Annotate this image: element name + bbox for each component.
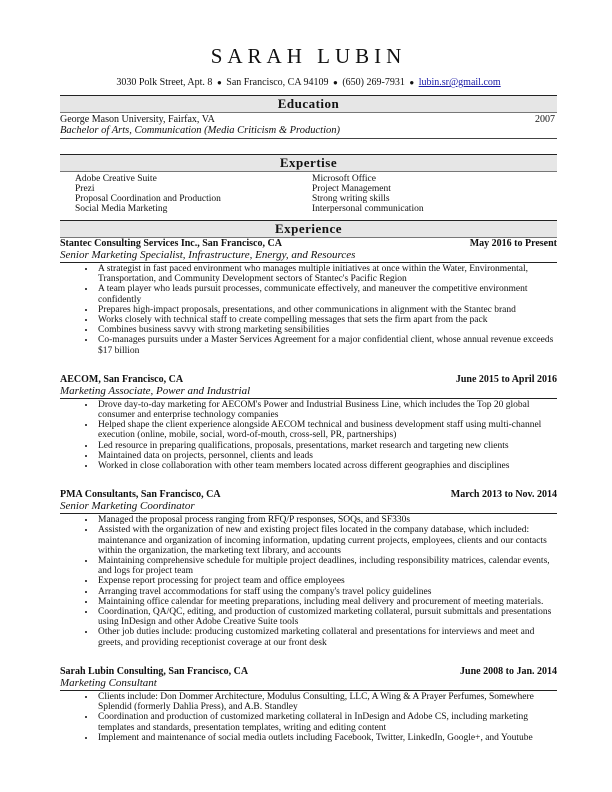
skill-item: Microsoft Office: [312, 174, 376, 184]
job-dates: May 2016 to Present: [469, 238, 557, 249]
duty-item: • Coordination, QA/QC, editing, and production of customized marketing collateral, pursuit submittals and presentations using InDesign and other Adobe Creative Suite tools: [96, 607, 557, 627]
job-duties: [60, 692, 557, 743]
duty-item: • Assisted with the organization of new and existing project files located in the company database, which included: maintenance and organization of incoming information, updating current projects, employees, clients and our contacts within the organization, the marketing text library, and accounts: [96, 525, 557, 556]
company: AECOM, San Francisco, CA: [60, 373, 184, 385]
job-entry: [60, 666, 557, 743]
duty-item: • Expense report processing for project team and office employees: [96, 576, 557, 586]
company: Sarah Lubin Consulting, San Francisco, CA: [60, 665, 249, 677]
job-duties: [60, 400, 557, 471]
job-dates: June 2015 to April 2016: [455, 373, 557, 385]
experience-heading: Experience: [60, 220, 557, 238]
contact-line: [60, 76, 557, 90]
job-title: Marketing Consultant: [60, 678, 557, 691]
duty-item: • A strategist in fast paced environment who manages multiple initiatives at once within the Water, Environmental, Transportation, and Community Development sectors of Stantec's Pacific Region: [96, 264, 557, 284]
duty-item: • A team player who leads pursuit processes, communicate effectively, and maneuver the competitive environment confidently: [96, 284, 557, 304]
skill-item: Interpersonal communication: [312, 204, 424, 214]
duty-item: • Prepares high-impact proposals, presentations, and other communications in alignment with the Stantec brand: [96, 305, 557, 315]
degree: Bachelor of Arts, Communication (Media Criticism & Production): [60, 125, 557, 139]
duty-item: • Combines business savvy with strong marketing sensibilities: [96, 325, 557, 335]
job-dates: June 2008 to Jan. 2014: [460, 665, 557, 677]
company: Stantec Consulting Services Inc., San Francisco, CA: [60, 238, 282, 249]
duty-item: • Maintaining comprehensive schedule for multiple project deadlines, including responsibility matrices, calendar events, and logs for project team: [96, 556, 557, 576]
bullet-separator: ●: [409, 78, 415, 87]
job-title: Senior Marketing Specialist, Infrastructure, Energy, and Resources: [60, 250, 557, 263]
skill-item: Project Management: [312, 184, 391, 194]
graduation-year: 2007: [535, 114, 555, 125]
skills-column-right: [312, 174, 549, 214]
duty-item: • Drove day-to-day marketing for AECOM's Power and Industrial Business Line, which includes the Top 20 global consumer and enterprise technology companies: [96, 400, 557, 420]
duty-item: • Maintaining office calendar for meeting preparations, including meal delivery and procurement of meeting materials.: [96, 597, 557, 607]
job-duties: [60, 264, 557, 356]
skill-item: Social Media Marketing: [75, 204, 168, 214]
bullet-separator: ●: [333, 78, 338, 87]
job-entry: [60, 489, 557, 648]
job-title: Marketing Associate, Power and Industrial: [60, 386, 557, 399]
education-heading: Education: [60, 95, 557, 113]
job-entry: [60, 374, 557, 471]
duty-item: • Managed the proposal process ranging from RFQ/P responses, SOQs, and SF330s: [96, 515, 557, 525]
bullet-separator: ●: [216, 78, 222, 87]
duty-item: • Worked in close collaboration with other team members located across different geographies and disciplines: [96, 461, 557, 471]
school: George Mason University, Fairfax, VA: [60, 114, 215, 125]
candidate-name: SARAH LUBIN: [210, 44, 407, 68]
skill-item: Prezi: [75, 184, 95, 194]
skill-item: Adobe Creative Suite: [75, 174, 157, 184]
duty-item: • Led resource in preparing qualifications, proposals, presentations, market research and targeting new clients: [96, 441, 557, 451]
duty-item: • Arranging travel accommodations for staff using the company's travel policy guidelines: [96, 587, 557, 597]
job-entry: [60, 238, 557, 356]
job-dates: March 2013 to Nov. 2014: [450, 489, 557, 501]
job-title: Senior Marketing Coordinator: [60, 501, 557, 514]
email-link[interactable]: lubin.sr@gmail.com: [418, 77, 501, 88]
company: PMA Consultants, San Francisco, CA: [60, 489, 221, 501]
duty-item: • Co-manages pursuits under a Master Services Agreement for a major confidential client, whose annual revenue exceeds $17 billion: [96, 335, 557, 355]
duty-item: • Coordination and production of customized marketing collateral in InDesign and Adobe CS, including marketing templates and standards, presentation templates, writing and editing content: [96, 712, 557, 732]
education-row: [60, 114, 557, 125]
city: San Francisco, CA 94109: [226, 77, 329, 88]
job-duties: [60, 515, 557, 648]
skills-grid: [60, 174, 557, 214]
duty-item: • Helped shape the client experience alongside AECOM technical and business development staff using multi-channel execution (online, mobile, social, word-of-mouth, cross-sell, PR, partnerships): [96, 420, 557, 440]
duty-item: • Maintained data on projects, personnel, clients and leads: [96, 451, 557, 461]
duty-item: • Other job duties include: producing customized marketing collateral and presentations for interviews and meet and greets, and providing receptionist coverage at our front desk: [96, 627, 557, 647]
duty-item: • Implement and maintenance of social media outlets including Facebook, Twitter, LinkedIn, Google+, and Youtube: [96, 733, 557, 743]
resume-page: [60, 0, 557, 743]
expertise-heading: Expertise: [60, 154, 557, 172]
skill-item: Strong writing skills: [312, 194, 390, 204]
address: 3030 Polk Street, Apt. 8: [116, 77, 213, 88]
phone: (650) 269-7931: [342, 77, 405, 88]
duty-item: • Clients include: Don Dommer Architecture, Modulus Consulting, LLC, A Wing & A Prayer Perfumes, Somewhere Splendid (formerly Dahlia Press), and A.B. Standley: [96, 692, 557, 712]
skills-column-left: [75, 174, 312, 214]
duty-item: • Works closely with technical staff to create compelling messages that sets the firm apart from the pack: [96, 315, 557, 325]
skill-item: Proposal Coordination and Production: [75, 194, 221, 204]
